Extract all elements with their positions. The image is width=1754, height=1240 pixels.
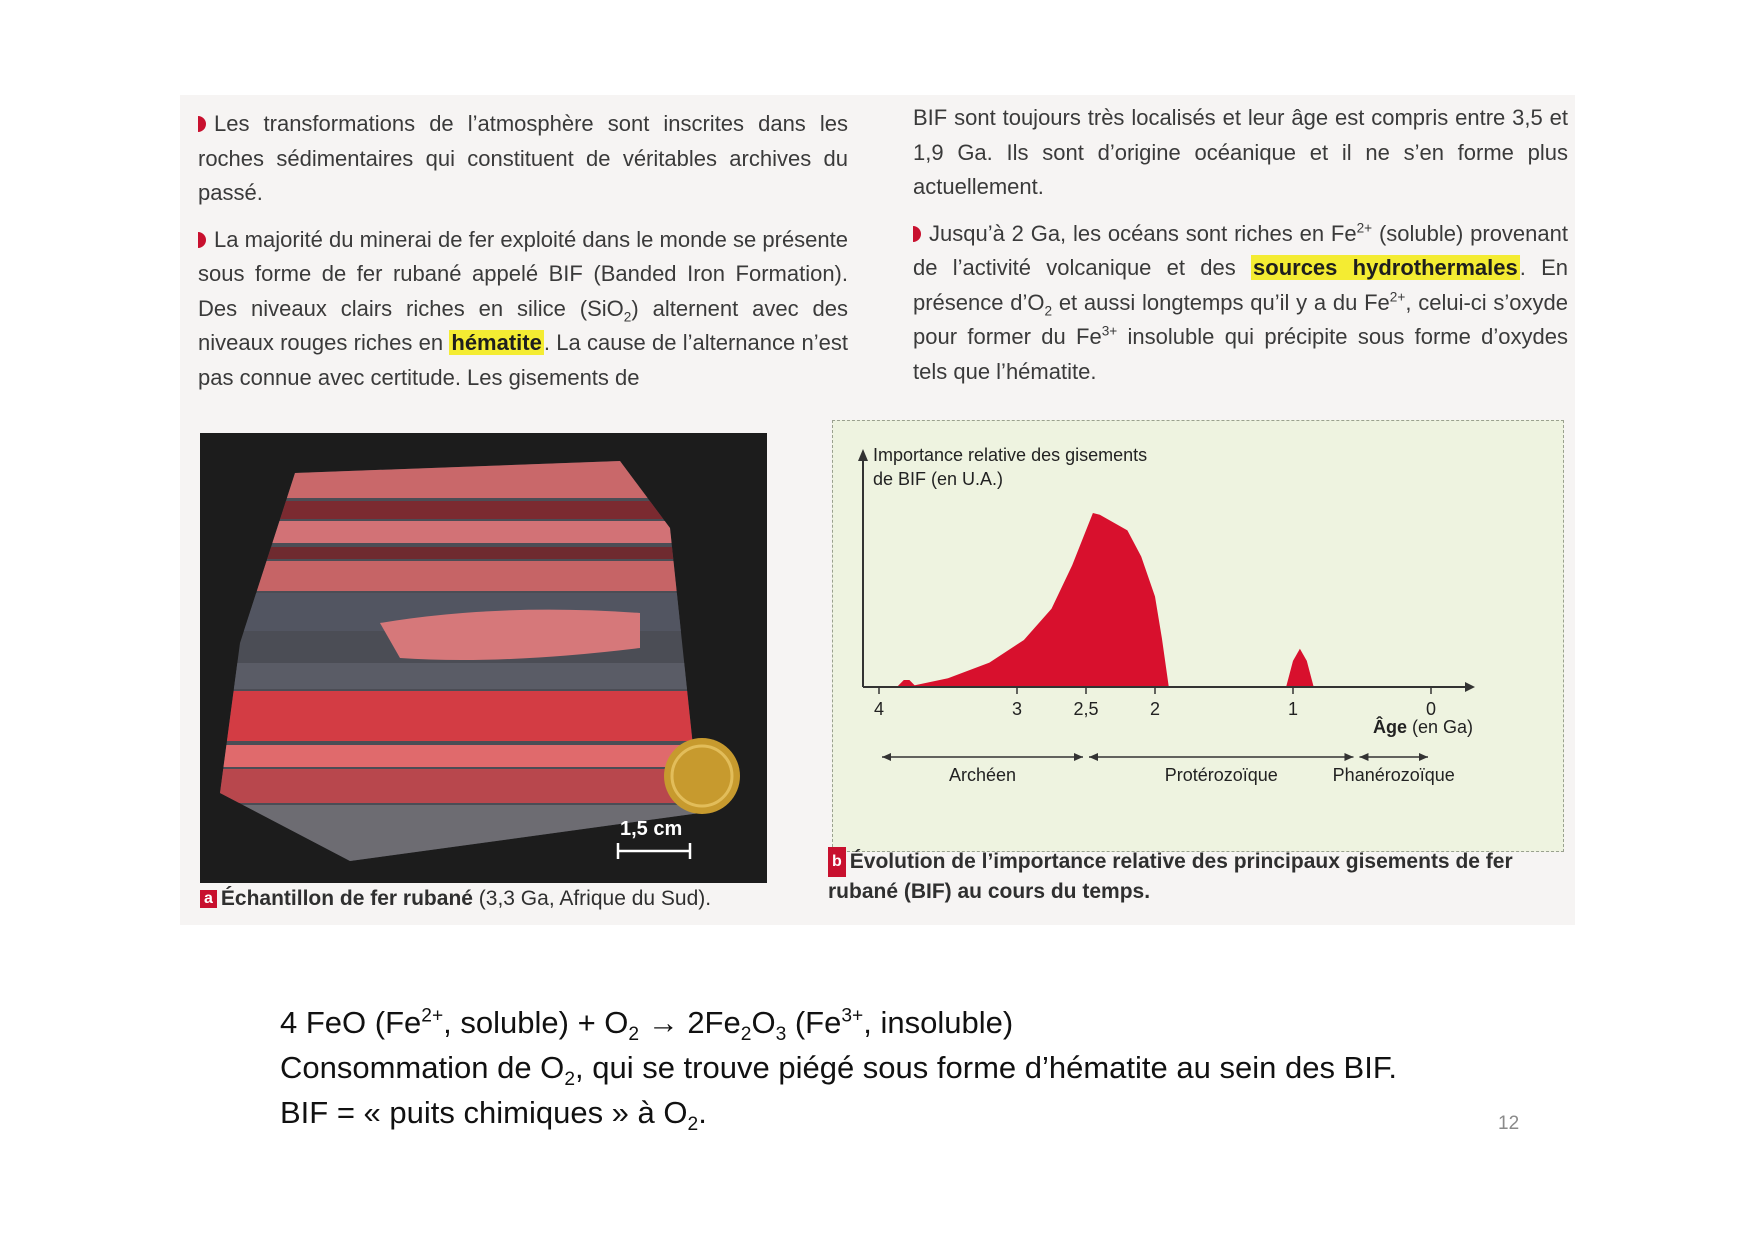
x-tick-label-3: 2 [1149, 699, 1161, 719]
equation-line: 4 FeO ($Fe^{2+}$, soluble) + $O_2 \to 2Fe_2O_3$ ($Fe^{3+}$, insoluble) [280, 1005, 1014, 1046]
paragraph-bif-age: BIF sont toujours très localisés et leur âge est compris entre 3,5 et 1,9 Ga. Ils sont d’origine océanique et il ne s’en forme plus actuellement. [913, 105, 1568, 199]
chart-canvas [833, 421, 1563, 851]
eon-arrow-icon [1074, 753, 1083, 761]
x-tick-label-2: 2,5 [1073, 699, 1099, 719]
paragraph-oceans: Jusqu’à 2 Ga, les océans sont riches en $Fe^{2+}$ (soluble) provenant de l’activité volcanique et des sources hydrothermales. En présence $d’O_2$ et aussi longtemps qu’il y a du $Fe^{2+}$, celui-ci s’oxyde pour former du $Fe^{3+}$ insoluble qui précipite sous forme d’oxydes tels que l’hématite. [913, 220, 1569, 384]
eon-arrow-icon [882, 753, 891, 761]
bif-area-2 [1286, 649, 1314, 687]
x-axis-arrow-icon [1465, 682, 1475, 692]
highlight-hematite: hématite [451, 330, 542, 355]
x-axis-label: Âge (en Ga) [1372, 717, 1473, 737]
y-axis-arrow-icon [858, 449, 868, 461]
eon-arrow-icon [1359, 753, 1368, 761]
right-text-column [913, 101, 1568, 401]
bottom-notes [280, 1000, 1397, 1135]
chart-caption: b Évolution de l’importance relative des principaux gisements de fer rubané (BIF) au cours du temps. [828, 847, 1558, 907]
caption-tag-b: b [828, 847, 846, 877]
paragraph-bif: La majorité du minerai de fer exploité dans le monde se présente sous forme de fer rubané appelé BIF (Banded Iron Formation). Des niveaux clairs riches en silice (SiO$_2$) alternent avec des niveaux rouges riches en hématite. La cause de l’alternance n’est pas connue avec certitude. Les gisements de [198, 226, 848, 390]
page-number: 12 [1498, 1113, 1520, 1134]
eon-label-2: Phanérozoïque [1332, 765, 1455, 785]
y-axis-label-line1: Importance relative des gisements [873, 445, 1148, 465]
bif-rock-photo [200, 433, 767, 883]
eon-label-1: Protérozoïque [1164, 765, 1278, 785]
eon-arrow-icon [1344, 753, 1353, 761]
highlight-hydrothermal: sources hydrothermales [1253, 255, 1518, 280]
caption-tag-a: a [200, 890, 217, 908]
bullet-icon [198, 116, 206, 132]
photo-caption: a Échantillon de fer rubané (3,3 Ga, Afrique du Sud). [200, 887, 800, 911]
bif-chart [832, 420, 1564, 852]
bif-area-1 [897, 680, 916, 687]
rock-illustration [200, 433, 767, 883]
consumption-line: Consommation de $O_2$, qui se trouve piégé sous forme d’hématite au sein des BIF. [280, 1050, 1397, 1091]
eon-label-0: Archéen [948, 765, 1017, 785]
x-tick-label-0: 4 [873, 699, 885, 719]
bif-area-0 [907, 513, 1169, 687]
x-tick-label-4: 1 [1287, 699, 1299, 719]
eon-arrow-icon [1089, 753, 1098, 761]
x-tick-label-5: 0 [1425, 699, 1437, 719]
bullet-icon [198, 232, 206, 248]
scale-label: 1,5 cm [620, 818, 683, 840]
eon-arrow-icon [1419, 753, 1428, 761]
x-tick-label-1: 3 [1011, 699, 1023, 719]
coin-icon [664, 738, 740, 814]
y-axis-label-line2: de BIF (en U.A.) [873, 469, 1004, 489]
chemical-sink-line: BIF = « puits chimiques » à $O_2$. [280, 1095, 707, 1136]
textbook-scan [180, 95, 1575, 925]
paragraph-archives: Les transformations de l’atmosphère sont inscrites dans les roches sédimentaires qui constituent de véritables archives du passé. [198, 111, 848, 205]
left-text-column [198, 107, 848, 407]
bullet-icon [913, 226, 921, 242]
